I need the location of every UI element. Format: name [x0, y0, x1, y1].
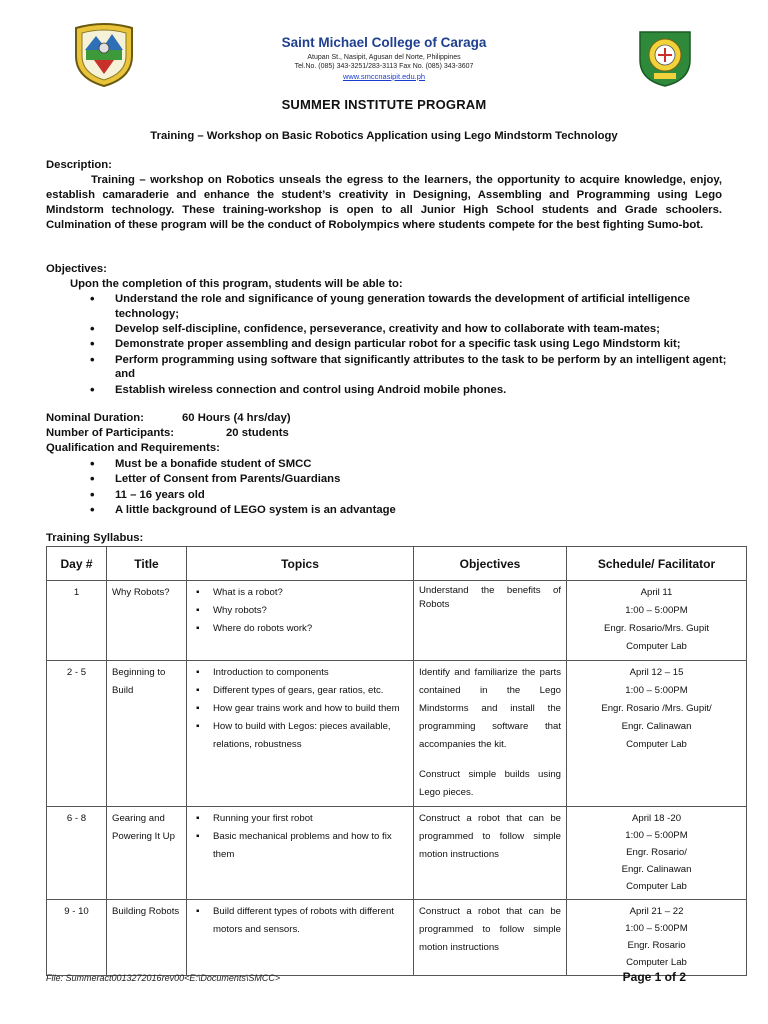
topics-cell — [187, 581, 414, 661]
schedule-venue: Computer Lab — [626, 881, 687, 892]
topic-item: ▪ Why robots? — [192, 602, 408, 620]
schedule-date: April 18 -20 — [631, 813, 682, 824]
topic-item: ▪ Basic mechanical problems and how to fix them — [192, 828, 408, 864]
title-cell: Why Robots? — [107, 581, 187, 661]
objectives-cell — [414, 581, 567, 661]
participants-label: Number of Participants: — [46, 427, 175, 439]
schedule-cell — [567, 581, 747, 661]
title-cell: Building Robots — [107, 900, 187, 976]
college-website-link[interactable]: www.smccnasipit.edu.ph — [342, 72, 426, 81]
topic-item: ▪ Introduction to components — [192, 664, 408, 682]
table-row — [47, 807, 747, 900]
participants-value: 20 students — [226, 427, 289, 439]
schedule-venue: Computer Lab — [626, 739, 687, 750]
schedule-facilitator: Engr. Calinawan — [621, 721, 692, 732]
schedule-time: 1:00 – 5:00PM — [625, 830, 688, 841]
column-header-topics: Topics — [187, 547, 414, 581]
schedule-facilitator: Engr. Rosario/ — [626, 847, 687, 858]
topic-item: ▪ How to build with Legos: pieces available, relations, robustness — [192, 718, 408, 754]
schedule-cell — [567, 900, 747, 976]
table-row — [47, 900, 747, 976]
table-header-row — [47, 547, 747, 581]
schedule-venue: Computer Lab — [626, 957, 687, 968]
objectives-cell — [414, 900, 567, 976]
footer-file-path: File: Summeract0013272016rev00<E:\Documents\SMCC> — [46, 973, 281, 983]
day-cell: 6 - 8 — [47, 807, 107, 900]
schedule-facilitator: Engr. Rosario /Mrs. Gupit/ — [601, 703, 712, 714]
schedule-cell — [567, 661, 747, 807]
description-heading: Description: — [46, 159, 112, 171]
college-address: Atupan St., Nasipit, Agusan del Norte, Philippines — [307, 54, 461, 61]
page-number: Page 1 of 2 — [622, 970, 686, 984]
objective-item: • Demonstrate proper assembling and design particular robot for a specific task using Lego Mindstorm kit; — [90, 337, 740, 352]
schedule-facilitator: Engr. Rosario/Mrs. Gupit — [603, 623, 710, 634]
schedule-date: April 21 – 22 — [629, 906, 684, 917]
document-title: SUMMER INSTITUTE PROGRAM — [281, 97, 487, 112]
document-subtitle: Training – Workshop on Basic Robotics Application using Lego Mindstorm Technology — [150, 130, 618, 142]
topic-item: ▪ What is a robot? — [192, 584, 408, 602]
objective-text: Construct simple builds using Lego pieces. — [419, 769, 561, 798]
objective-text: Construct a robot that can be programmed to follow simple motion instructions — [419, 906, 561, 953]
objectives-heading: Objectives: — [46, 263, 107, 275]
topic-item: ▪ Running your first robot — [192, 810, 408, 828]
objective-item: • Establish wireless connection and control using Android mobile phones. — [90, 383, 740, 398]
schedule-time: 1:00 – 5:00PM — [625, 685, 688, 696]
objective-text: Understand the benefits of Robots — [419, 585, 561, 610]
objective-item: • Understand the role and significance of young generation towards the development of artificial intelligence technology; — [90, 292, 740, 322]
topics-cell — [187, 807, 414, 900]
topics-cell — [187, 900, 414, 976]
qualification-item: • Letter of Consent from Parents/Guardians — [90, 472, 740, 487]
qualification-item: • 11 – 16 years old — [90, 488, 740, 503]
table-row — [47, 661, 747, 807]
objective-item: • Perform programming using software that significantly attributes to the task to be perform by an intelligent agent; and — [90, 353, 740, 383]
qualification-item: • A little background of LEGO system is an advantage — [90, 503, 740, 518]
duration-label: Nominal Duration: — [46, 412, 144, 424]
title-cell: Gearing and Powering It Up — [107, 807, 187, 900]
syllabus-table — [46, 546, 747, 976]
day-cell: 1 — [47, 581, 107, 661]
syllabus-heading: Training Syllabus: — [46, 532, 144, 544]
schedule-venue: Computer Lab — [626, 641, 687, 652]
schedule-time: 1:00 – 5:00PM — [625, 923, 688, 934]
day-cell: 9 - 10 — [47, 900, 107, 976]
schedule-time: 1:00 – 5:00PM — [625, 605, 688, 616]
title-cell: Beginning to Build — [107, 661, 187, 807]
topic-item: ▪ Different types of gears, gear ratios, etc. — [192, 682, 408, 700]
objectives-list — [90, 292, 740, 398]
objective-text: Construct a robot that can be programmed to follow simple motion instructions — [419, 813, 561, 860]
objectives-cell — [414, 807, 567, 900]
column-header-schedule: Schedule/ Facilitator — [567, 547, 747, 581]
college-name: Saint Michael College of Caraga — [281, 35, 487, 50]
qualification-item: • Must be a bonafide student of SMCC — [90, 457, 740, 472]
column-header-objectives: Objectives — [414, 547, 567, 581]
duration-value: 60 Hours (4 hrs/day) — [182, 412, 291, 424]
qualifications-list — [90, 457, 740, 518]
objectives-intro: Upon the completion of this program, students will be able to: — [70, 278, 403, 290]
schedule-cell — [567, 807, 747, 900]
schedule-date: April 11 — [640, 587, 673, 598]
topics-cell — [187, 661, 414, 807]
objective-text: Identify and familiarize the parts contained in the Lego Mindstorms and install the programming software that accompanies the kit. — [419, 667, 561, 750]
schedule-facilitator: Engr. Calinawan — [621, 864, 692, 875]
college-contact: Tel.No. (085) 343-3251/283-3113 Fax No. (085) 343-3607 — [294, 63, 474, 70]
qualifications-heading: Qualification and Requirements: — [46, 442, 220, 454]
description-text: Training – workshop on Robotics unseals the egress to the learners, the opportunity to acquire knowledge, enjoy, establish camaraderie and enhance the student’s creativity in Designing, Assembling and Programming using Lego Mindstorm technology. These training-workshop is open to all Junior High School students and Grade schoolers. Culmination of these program will be the conduct of Robolympics where students compete for the best fighting Sumo-bot. — [46, 174, 722, 231]
objectives-cell — [414, 661, 567, 807]
column-header-title: Title — [107, 547, 187, 581]
column-header-day: Day # — [47, 547, 107, 581]
schedule-facilitator: Engr. Rosario — [627, 940, 686, 951]
topic-item: ▪ Build different types of robots with different motors and sensors. — [192, 903, 408, 939]
objective-item: • Develop self-discipline, confidence, perseverance, creativity and how to collaborate with team-mates; — [90, 322, 740, 337]
table-row — [47, 581, 747, 661]
day-cell: 2 - 5 — [47, 661, 107, 807]
topic-item: ▪ Where do robots work? — [192, 620, 408, 638]
schedule-date: April 12 – 15 — [629, 667, 684, 678]
topic-item: ▪ How gear trains work and how to build them — [192, 700, 408, 718]
